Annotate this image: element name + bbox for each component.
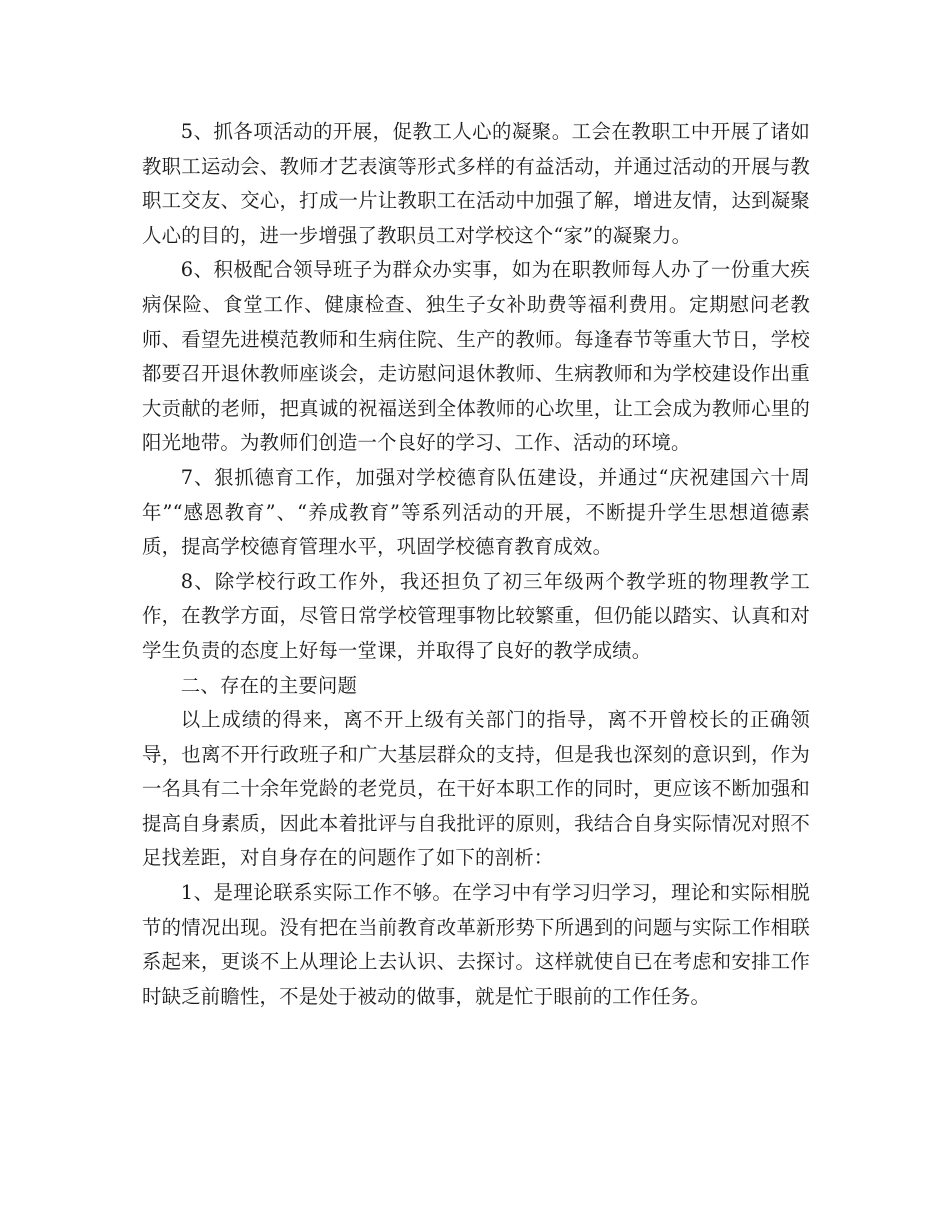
paragraph-theory-practice: 1、是理论联系实际工作不够。在学习中有学习归学习，理论和实际相脱节的情况出现。没有把在当前教育改革新形势下所遇到的问题与实际工作相联系起来，更谈不上从理论上去认识、去探讨。这样就使自已在考虑和安排工作时缺乏前瞻性，不是处于被动的做事，就是忙于眼前的工作任务。 <box>142 881 810 1008</box>
paragraph-activities: 5、抓各项活动的开展，促教工人心的凝聚。工会在教职工中开展了诸如教职工运动会、教师才艺表演等形式多样的有益活动，并通过活动的开展与教职工交友、交心，打成一片让教职工在活动中加强了解，增进友情，达到凝聚人心的目的，进一步增强了教职员工对学校这个“家”的凝聚力。 <box>142 120 810 247</box>
paragraph-welfare: 6、积极配合领导班子为群众办实事，如为在职教师每人办了一份重大疾病保险、食堂工作、健康检查、独生子女补助费等福利费用。定期慰问老教师、看望先进模范教师和生病住院、生产的教师。每逢春节等重大节日，学校都要召开退休教师座谈会，走访慰问退休教师、生病教师和为学校建设作出重大贡献的老师，把真诚的祝福送到全体教师的心坎里，让工会成为教师心里的阳光地带。为教师们创造一个良好的学习、工作、活动的环境。 <box>142 258 810 455</box>
paragraph-moral-education: 7、狠抓德育工作，加强对学校德育队伍建设，并通过“庆祝建国六十周年”“感恩教育”、“养成教育”等系列活动的开展，不断提升学生思想道德素质，提高学校德育管理水平，巩固学校德育教育成效。 <box>142 465 810 559</box>
paragraph-reflection: 以上成绩的得来，离不开上级有关部门的指导，离不开曾校长的正确领导，也离不开行政班子和广大基层群众的支持，但是我也深刻的意识到，作为一名具有二十余年党龄的老党员，在干好本职工作的同时，更应该不断加强和提高自身素质，因此本着批评与自我批评的原则，我结合自身实际情况对照不足找差距，对自身存在的问题作了如下的剖析： <box>142 708 810 870</box>
section-heading-problems: 二、存在的主要问题 <box>180 673 358 697</box>
paragraph-teaching: 8、除学校行政工作外，我还担负了初三年级两个教学班的物理教学工作，在教学方面，尽管日常学校管理事物比较繁重，但仍能以踏实、认真和对学生负责的态度上好每一堂课，并取得了良好的教学成绩。 <box>142 569 810 662</box>
document-body <box>142 115 810 1014</box>
